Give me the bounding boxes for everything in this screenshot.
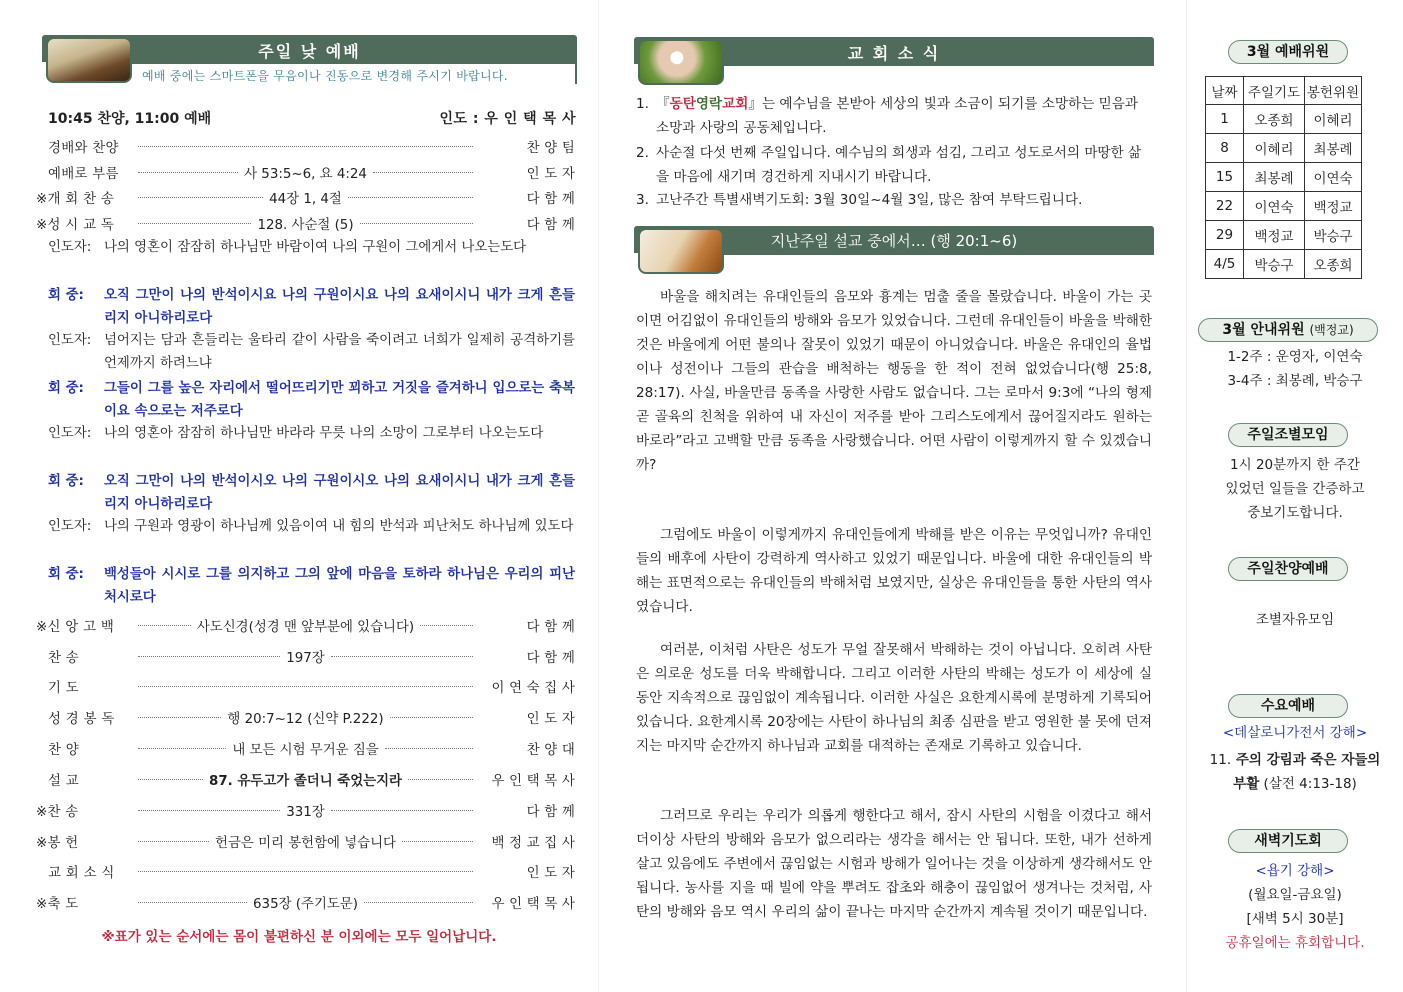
left-column (0, 0, 598, 992)
order-row (48, 707, 575, 727)
duty-header-prayer: 주일기도 (1244, 77, 1305, 105)
duty-header-date: 날짜 (1206, 77, 1244, 105)
wednesday-topic-end: 부활 (살전 4:13-18) (1233, 776, 1357, 792)
wednesday-title: 수요예배 (1228, 694, 1348, 718)
order-person: 다 함 께 (526, 619, 575, 635)
order-row (48, 861, 575, 881)
order-row (36, 213, 576, 233)
order-person: 백 정 교 집 사 (491, 835, 575, 851)
order-label: 교 회 소 식 (48, 865, 115, 881)
order-detail: 635장 (주기도문) (253, 896, 358, 912)
worship-leader: 인도 : 우 인 택 목 사 (439, 111, 576, 127)
wednesday-topic: 11. 주의 강림과 죽은 자들의 (1209, 752, 1381, 768)
order-detail: 197장 (286, 650, 325, 666)
order-row (48, 769, 575, 789)
order-person: 이 연 숙 집 사 (491, 680, 575, 696)
order-person: 다 함 께 (526, 191, 575, 207)
order-label: ※성 시 교 독 (36, 217, 115, 233)
congregation-response: 회 중: 그들이 그를 높은 자리에서 떨어뜨리기만 꾀하고 거짓을 즐겨하니 입으로는 축복이요 속으로는 저주로다 (48, 381, 575, 419)
order-label: ※찬 송 (36, 804, 79, 820)
news-header (634, 37, 1154, 87)
news-title: 교 회 소 식 (847, 44, 941, 63)
worship-time: 10:45 찬양, 11:00 예배 (48, 111, 212, 127)
congregation-response: 회 중: 오직 그만이 나의 반석이시오 나의 구원이시오 나의 요새이시니 내가 크게 흔들리지 아니하리로다 (48, 474, 575, 512)
dawn-days: (월요일-금요일) (1248, 887, 1342, 903)
leader-reading: 인도자: 나의 영혼아 잠잠히 하나님만 바라라 무릇 나의 소망이 그로부터 나오는도다 (48, 426, 544, 441)
order-row (36, 615, 575, 635)
order-label: 찬 송 (48, 650, 80, 666)
duty-header-offering: 봉헌위원 (1305, 77, 1362, 105)
duty-row: 8 이혜리 최봉례 (1206, 134, 1362, 163)
dawn-title: 새벽기도회 (1228, 829, 1348, 853)
order-detail: 사 53:5~6, 요 4:24 (244, 166, 367, 182)
order-label: 성 경 봉 독 (48, 711, 115, 727)
dawn-note: 공휴일에는 휴회합니다. (1225, 935, 1365, 951)
order-row (48, 646, 575, 666)
usher-line-2: 3-4주 : 최봉례, 박승구 (1227, 373, 1363, 389)
group-line-2: 있었던 일들을 간증하고 (1225, 481, 1365, 497)
order-person: 다 함 께 (526, 804, 575, 820)
praise-title: 주일찬양예배 (1228, 557, 1348, 581)
praise-text: 조별자유모임 (1255, 612, 1335, 628)
order-detail: 내 모든 시험 무거운 짐을 (232, 742, 379, 758)
congregation-response: 회 중: 백성들아 시시로 그를 의지하고 그의 앞에 마음을 토하라 하나님은 우리의 피난처시로다 (48, 567, 575, 605)
order-person: 다 함 께 (526, 650, 575, 666)
group-line-3: 중보기도합니다. (1247, 505, 1343, 521)
order-detail: 44장 1, 4절 (269, 191, 342, 207)
order-label: 설 교 (48, 773, 80, 789)
order-row (36, 800, 575, 820)
order-row (36, 892, 576, 912)
duty-row: 29 백정교 박승구 (1206, 221, 1362, 250)
sermon-paragraph-3: 여러분, 이처럼 사탄은 성도가 무얼 잘못해서 박해하는 것이 아닙니다. 오히려 사탄은 의로운 성도를 더욱 박해합니다. 그리고 이러한 사탄의 박해는 성도가 이 세상에 실 동안 지속적으로 끊임없이 계속됩니다. 이러한 사실은 요한계시록에 분명하게 기록되어 있습니다. 요한계시록 20장에는 사탄이 하나님의 최종 심판을 받고 영원한 불 못에 던져지는 마지막 순간까지 하나님과 교회를 대적하는 존재로 기록하고 있습니다. (636, 642, 1152, 754)
order-row (36, 831, 575, 851)
congregation-response: 회 중: 오직 그만이 나의 반석이시요 나의 구원이시요 나의 요새이시니 내가 크게 흔들리지 아니하리로다 (48, 288, 575, 326)
news-item-1: 1. 『동탄영락교회』는 예수님을 본받아 세상의 빛과 소금이 되기를 소망하는 믿음과 소망과 사랑의 공동체입니다. (636, 96, 1138, 136)
worship-title: 주일 낮 예배 (258, 42, 361, 61)
order-detail: 헌금은 미리 봉헌함에 넣습니다 (215, 835, 396, 851)
order-person: 우 인 택 목 사 (491, 773, 575, 789)
order-person: 찬 양 대 (526, 742, 576, 758)
order-label: 찬 양 (48, 742, 80, 758)
order-detail: 87. 유두고가 졸더니 죽었는지라 (209, 773, 402, 789)
worship-header (42, 35, 577, 85)
sermon-header (634, 226, 1154, 276)
order-label: ※개 회 찬 송 (36, 191, 115, 207)
order-label: 예배로 부름 (48, 166, 119, 182)
order-row (48, 676, 575, 696)
order-row (48, 162, 575, 182)
sermon-paragraph-1: 바울을 해치려는 유대인들의 음모와 흉계는 멈출 줄을 몰랐습니다. 바울이 가는 곳이면 어김없이 유대인들의 방해와 음모가 있었습니다. 그런데 유대인들이 바울을 박해한 것은 바울에게 어떤 불의나 잘못이 있었기 때문이 아니었습니다. 바울은 유대인의 율법이나 성전이나 그들의 관습을 배척하는 행동을 한 적이 전혀 없었습니다(행 25:8, 28:17). 사실, 바울만큼 동족을 사랑한 사람도 없습니다. 그는 로마서 9:3에 “나의 형제 곧 골육의 친척을 위하여 내 자신이 저주를 받아 그리스도에게서 끊어질지라도 원하는 바로라”라고 고백할 만큼 동족을 사랑했습니다. 어떤 사람이 이렇게까지 할 수 있겠습니까? (636, 289, 1152, 473)
order-person: 인 도 자 (526, 711, 575, 727)
order-label: 경배와 찬양 (48, 140, 119, 156)
order-label: 기 도 (48, 680, 80, 696)
duty-title: 3월 예배위원 (1228, 40, 1348, 64)
leader-reading: 인도자: 나의 영혼이 잠잠히 하나님만 바람이여 나의 구원이 그에게서 나오는도다 (48, 240, 527, 255)
order-label: ※신 앙 고 백 (36, 619, 115, 635)
wednesday-series: <데살로니가전서 강해> (1222, 725, 1368, 741)
order-row (48, 136, 575, 156)
group-title: 주일조별모임 (1228, 423, 1348, 447)
sermon-paragraph-2: 그럼에도 바울이 이렇게까지 유대인들에게 박해를 받은 이유는 무엇입니까? 유대인들의 배후에 사탄이 강력하게 역사하고 있었기 때문입니다. 바울에 대한 유대인들의 박해는 표면적으로는 유대인들의 박해처럼 보였지만, 실상은 유대인들을 통한 사탄의 역사였습니다. (636, 527, 1152, 615)
order-row (36, 187, 575, 207)
duty-row: 22 이연숙 백정교 (1206, 192, 1362, 221)
sermon-paragraph-4: 그러므로 우리는 우리가 의롭게 행한다고 해서, 잠시 사탄의 시험을 이겼다고 해서 더이상 사탄의 방해와 음모가 없으리라는 생각을 해서는 안 됩니다. 또한, 내가 선하게 살고 있음에도 주변에서 끊임없는 시험과 방해가 일어나는 것을 이상하게 생각해서도 안 됩니다. 농사를 지을 때 빌에 약을 뿌려도 잡초와 해충이 끊임없어 생겨나는 것처럼, 사탄의 방해와 음모 역시 우리의 삶이 끝나는 마지막 순간까지 계속될 것이기 때문입니다. (636, 808, 1152, 920)
group-line-1: 1시 20분까지 한 주간 (1230, 457, 1360, 473)
news-item-3: 3. 고난주간 특별새벽기도회: 3월 30일~4월 3일, 많은 참여 부탁드립니다. (636, 192, 1083, 208)
order-detail: 128. 사순절 (5) (257, 217, 354, 233)
order-detail: 331장 (286, 804, 325, 820)
dawn-series: <욥기 강해> (1255, 863, 1335, 879)
duty-row: 4/5 박승구 오종희 (1206, 250, 1362, 279)
order-detail: 사도신경(성경 맨 앞부분에 있습니다) (196, 619, 415, 635)
leader-reading: 인도자: 넘어지는 담과 흔들리는 울타리 같이 사람을 죽이려고 너희가 일제히 공격하기를 언제까지 하려느냐 (48, 333, 575, 371)
news-item-2: 2. 사순절 다섯 번째 주일입니다. 예수님의 희생과 섬김, 그리고 성도로서의 마땅한 삶을 마음에 새기며 경건하게 지내시기 바랍니다. (636, 145, 1142, 185)
order-label: ※축 도 (36, 896, 79, 912)
order-person: 우 인 택 목 사 (491, 896, 576, 912)
duty-table (1205, 76, 1362, 279)
duty-row: 1 오종희 이혜리 (1206, 105, 1362, 134)
order-detail: 행 20:7~12 (신약 P.222) (227, 711, 384, 727)
order-person: 인 도 자 (526, 166, 575, 182)
leader-reading: 인도자: 나의 구원과 영광이 하나님께 있음이여 내 힘의 반석과 피난처도 하나님께 있도다 (48, 519, 574, 534)
duty-row: 15 최봉례 이연숙 (1206, 163, 1362, 192)
order-label: ※봉 헌 (36, 835, 79, 851)
order-person: 다 함 께 (526, 217, 576, 233)
order-row (48, 738, 575, 758)
order-person: 인 도 자 (526, 865, 575, 881)
standing-footnote: ※표가 있는 순서에는 몸이 불편하신 분 이외에는 모두 일어납니다. (101, 929, 497, 945)
worship-notice: 예배 중에는 스마트폰을 무음이나 진동으로 변경해 주시기 바랍니다. (142, 69, 508, 83)
church-name: 동탄영락교회 (669, 96, 749, 112)
dawn-time: [새벽 5시 30분] (1246, 911, 1344, 927)
usher-title: 3월 안내위원 (백정교) (1198, 318, 1378, 342)
usher-line-1: 1-2주 : 운영자, 이연숙 (1227, 349, 1363, 365)
sermon-title: 지난주일 설교 중에서… (행 20:1~6) (770, 232, 1018, 250)
order-person: 찬 양 팀 (526, 140, 575, 156)
